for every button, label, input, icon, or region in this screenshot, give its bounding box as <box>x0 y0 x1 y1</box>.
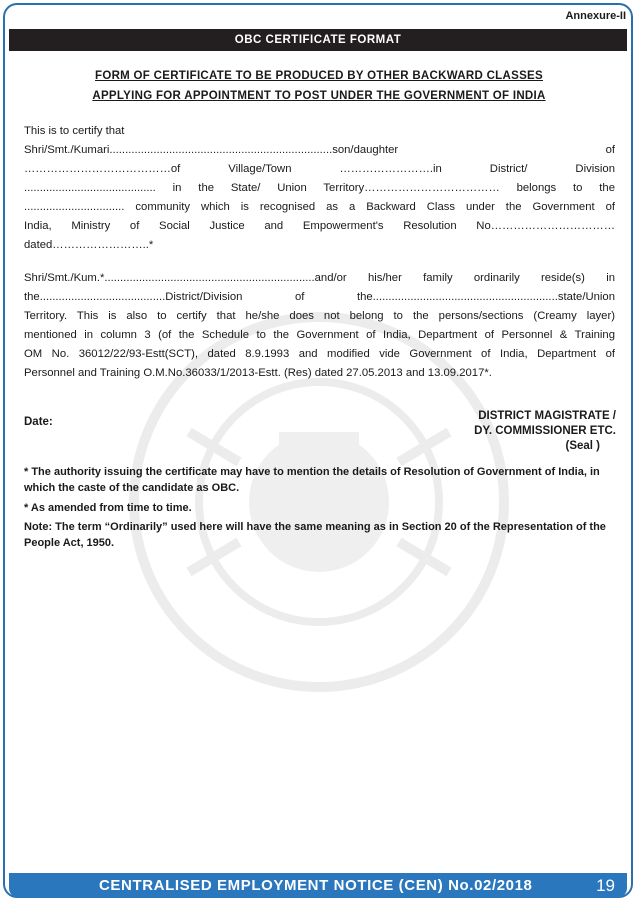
signatory-line1: DISTRICT MAGISTRATE / <box>478 410 616 422</box>
form-heading-line2: APPLYING FOR APPOINTMENT TO POST UNDER THE GOVERNMENT OF INDIA <box>92 90 546 102</box>
annexure-label: Annexure-II <box>565 10 626 22</box>
amended-note: * As amended from time to time. <box>24 502 192 514</box>
para2-line: Personnel and Training O.M.No.36033/1/2013-Estt. (Res) dated 27.05.2013 and 13.09.2017*. <box>24 367 492 379</box>
para2-line: Shri/Smt./Kum.*...................................................................and/or his/her family ordinarily reside(s) in <box>24 272 615 284</box>
form-heading-line1: FORM OF CERTIFICATE TO BE PRODUCED BY OTHER BACKWARD CLASSES <box>95 70 543 82</box>
signatory-line2: DY. COMMISSIONER ETC. <box>474 425 616 437</box>
para1-line: dated……………………..* <box>24 239 154 251</box>
footer-bar <box>9 873 627 898</box>
para1-line: Shri/Smt./Kumari.......................................................................son/daughter of <box>24 144 615 156</box>
certification-paragraph <box>24 122 615 255</box>
para2-line: OM No. 36012/22/93-Estt(SCT), dated 8.9.1993 and modified vide Government of India, Department of <box>24 348 615 360</box>
para1-line: …………………………………of Village/Town …………………….in District/ Division <box>24 163 615 175</box>
para2-line: the........................................District/Division of the...........................................................state/Union <box>24 291 615 303</box>
para1-line: India, Ministry of Social Justice and Empowerment's Resolution No…………………………… <box>24 220 615 232</box>
para1-line: This is to certify that <box>24 125 125 137</box>
para1-line: ................................ community which is recognised as a Backward Class under the Government of <box>24 201 615 213</box>
para2-line: Territory. This is also to certify that he/she does not belong to the persons/sections (Creamy layer) <box>24 310 615 322</box>
authority-note: * The authority issuing the certificate may have to mention the details of Resolution of Government of India, in which the caste of the candidate as OBC. <box>24 466 600 494</box>
date-label: Date: <box>24 416 53 428</box>
page-number: 19 <box>596 876 615 895</box>
signatory-block <box>474 409 616 454</box>
footer-title: CENTRALISED EMPLOYMENT NOTICE (CEN) No.02/2018 <box>99 877 533 894</box>
ordinarily-note: Note: The term “Ordinarily” used here will have the same meaning as in Section 20 of the Representation of the People Act, 1950. <box>24 521 606 549</box>
seal-label: (Seal ) <box>565 440 600 452</box>
certificate-format-title: OBC CERTIFICATE FORMAT <box>9 29 627 51</box>
residence-paragraph <box>24 269 615 383</box>
para2-line: mentioned in column 3 (of the Schedule to the Government of India, Department of Personnel & Training <box>24 329 615 341</box>
para1-line: .......................................... in the State/ Union Territory……………………………… belongs to the <box>24 182 615 194</box>
